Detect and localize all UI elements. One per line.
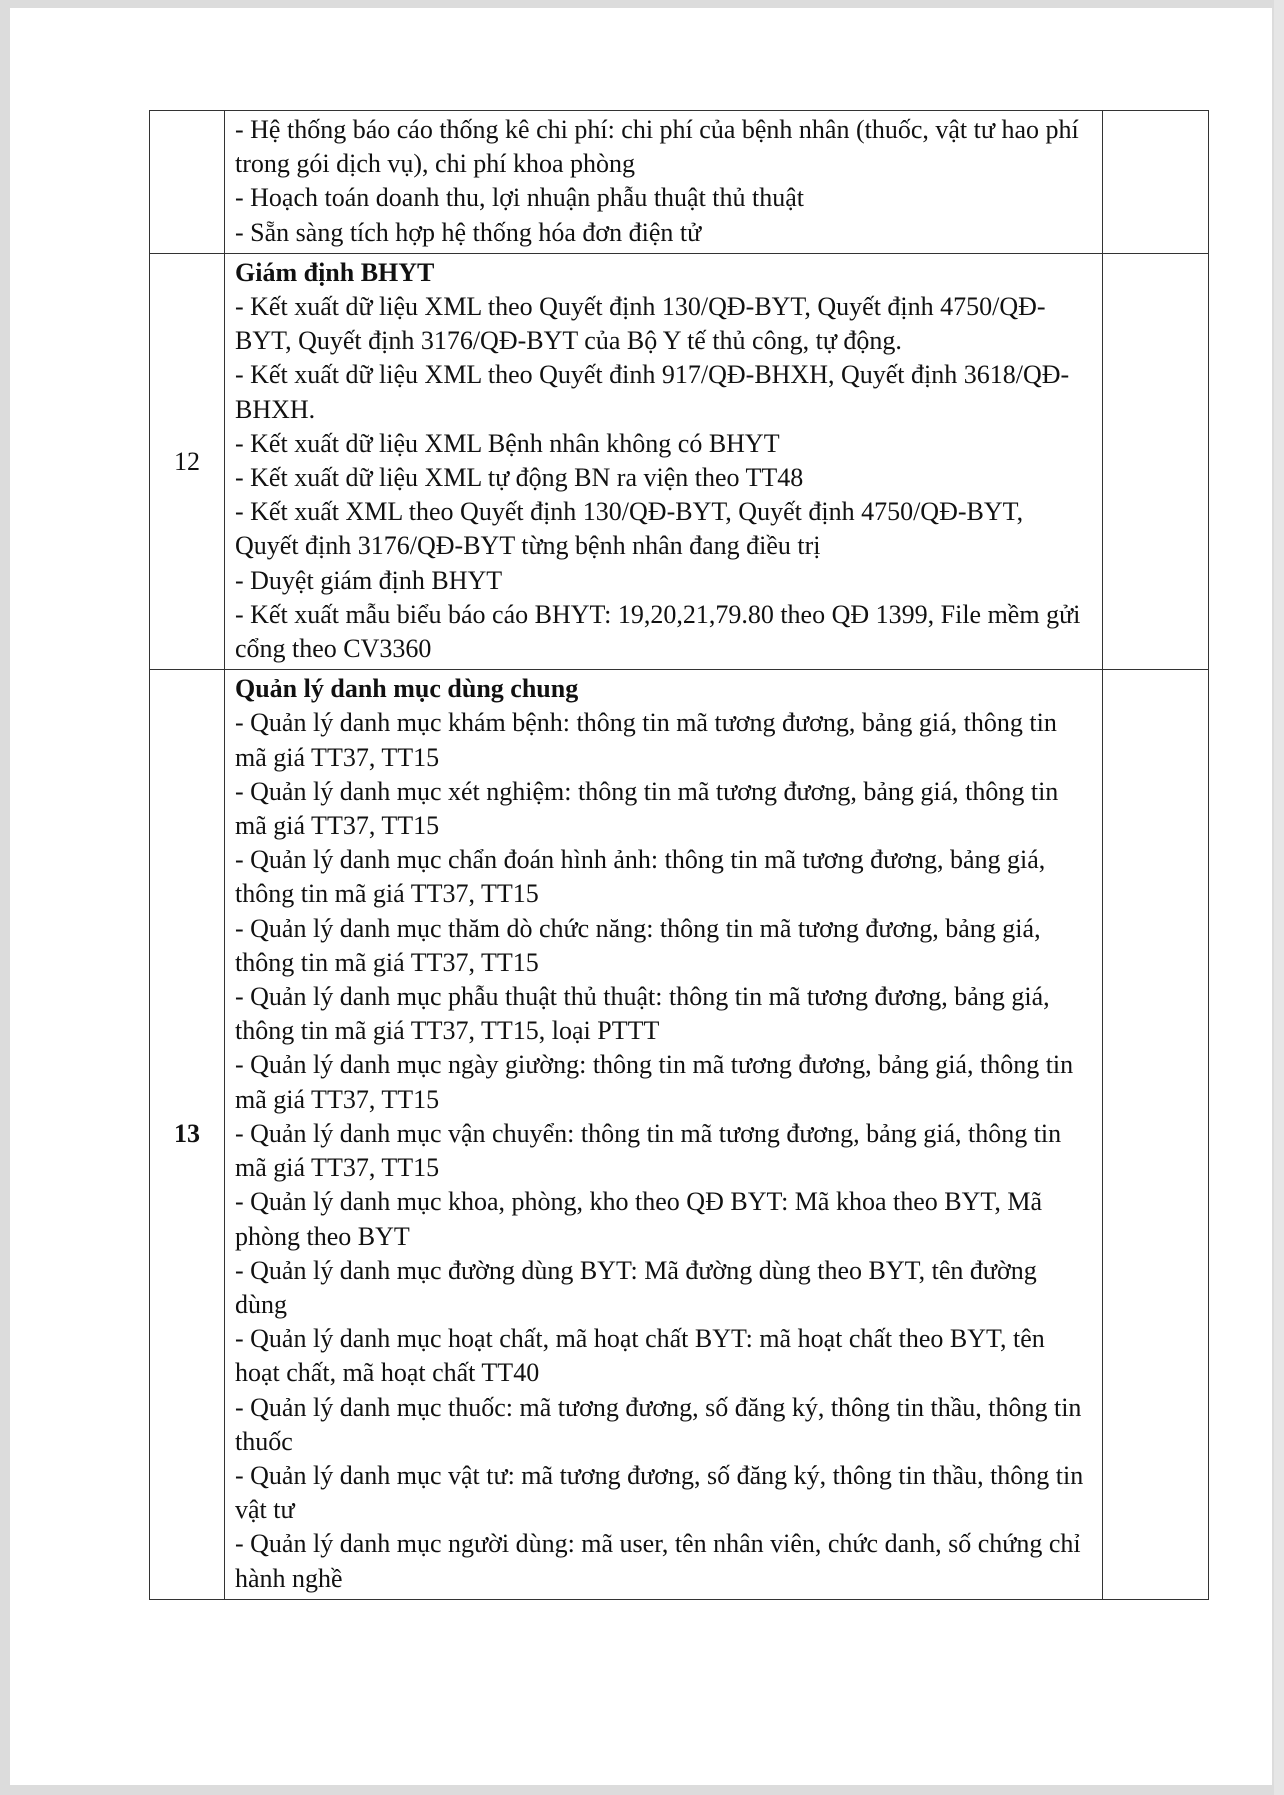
row-number-cell: 13 (150, 670, 225, 1599)
content-line: - Duyệt giám định BHYT (235, 565, 503, 595)
content-line: - Kết xuất XML theo Quyết định 130/QĐ-BYT, Quyết định 4750/QĐ-BYT, Quyết định 3176/QĐ-BYT từng bệnh nhân đang điều trị (235, 497, 1024, 561)
row-empty-cell (1103, 670, 1209, 1599)
content-line: - Kết xuất dữ liệu XML theo Quyết định 130/QĐ-BYT, Quyết định 4750/QĐ-BYT, Quyết định 3176/QĐ-BYT của Bộ Y tế thủ công, tự động. (235, 292, 1046, 356)
content-line: - Quản lý danh mục vật tư: mã tương đương, số đăng ký, thông tin thầu, thông tin vật tư (235, 1460, 1084, 1525)
content-line: - Quản lý danh mục người dùng: mã user, tên nhân viên, chức danh, số chứng chỉ hành nghề (235, 1529, 1081, 1593)
row-empty-cell (1103, 111, 1209, 254)
row-content-cell (225, 253, 1103, 669)
row-number-cell (150, 111, 225, 254)
content-line: - Quản lý danh mục ngày giường: thông tin mã tương đương, bảng giá, thông tin mã giá TT37, TT15 (235, 1050, 1074, 1114)
content-line: - Quản lý danh mục đường dùng BYT: Mã đường dùng theo BYT, tên đường dùng (235, 1255, 1037, 1319)
content-line: - Hoạch toán doanh thu, lợi nhuận phẫu thuật thủ thuật (235, 183, 805, 213)
table-row (150, 111, 1209, 254)
content-line: - Quản lý danh mục thăm dò chức năng: thông tin mã tương đương, bảng giá, thông tin mã giá TT37, TT15 (235, 913, 1041, 977)
table-row (150, 670, 1209, 1599)
content-line: - Kết xuất dữ liệu XML theo Quyết đinh 917/QĐ-BHXH, Quyết định 3618/QĐ-BHXH. (235, 360, 1070, 424)
content-line: - Quản lý danh mục khoa, phòng, kho theo QĐ BYT: Mã khoa theo BYT, Mã phòng theo BYT (235, 1187, 1042, 1251)
row-number-cell: 12 (150, 253, 225, 669)
content-line: - Kết xuất dữ liệu XML Bệnh nhân không có BHYT (235, 428, 780, 458)
row-content-cell (225, 670, 1103, 1599)
content-line: - Quản lý danh mục phẫu thuật thủ thuật: thông tin mã tương đương, bảng giá, thông tin mã giá TT37, TT15, loại PTTT (235, 982, 1050, 1046)
row-content-cell (225, 111, 1103, 254)
section-heading: Quản lý danh mục dùng chung (235, 674, 579, 704)
page-edge (1274, 0, 1284, 1795)
content-line: - Kết xuất dữ liệu XML tự động BN ra viện theo TT48 (235, 463, 804, 493)
content-line: - Quản lý danh mục hoạt chất, mã hoạt chất BYT: mã hoạt chất theo BYT, tên hoạt chất, mã hoạt chất TT40 (235, 1324, 1045, 1388)
content-line: - Sẵn sàng tích hợp hệ thống hóa đơn điện tử (235, 217, 702, 247)
content-line: - Quản lý danh mục khám bệnh: thông tin mã tương đương, bảng giá, thông tin mã giá TT37, TT15 (235, 708, 1057, 772)
row-empty-cell (1103, 253, 1209, 669)
content-line: - Hệ thống báo cáo thống kê chi phí: chi phí của bệnh nhân (thuốc, vật tư hao phí trong gói dịch vụ), chi phí khoa phòng (235, 115, 1079, 179)
table-row (150, 253, 1209, 669)
section-heading: Giám định BHYT (235, 257, 435, 287)
content-line: - Quản lý danh mục vận chuyển: thông tin mã tương đương, bảng giá, thông tin mã giá TT37, TT15 (235, 1118, 1062, 1183)
requirements-table (149, 110, 1209, 1600)
content-line: - Quản lý danh mục chẩn đoán hình ảnh: thông tin mã tương đương, bảng giá, thông tin mã giá TT37, TT15 (235, 845, 1046, 909)
content-line: - Quản lý danh mục thuốc: mã tương đương, số đăng ký, thông tin thầu, thông tin thuốc (235, 1392, 1082, 1456)
content-line: - Kết xuất mẫu biểu báo cáo BHYT: 19,20,21,79.80 theo QĐ 1399, File mềm gửi cổng theo CV3360 (235, 599, 1081, 664)
content-line: - Quản lý danh mục xét nghiệm: thông tin mã tương đương, bảng giá, thông tin mã giá TT37, TT15 (235, 776, 1059, 841)
